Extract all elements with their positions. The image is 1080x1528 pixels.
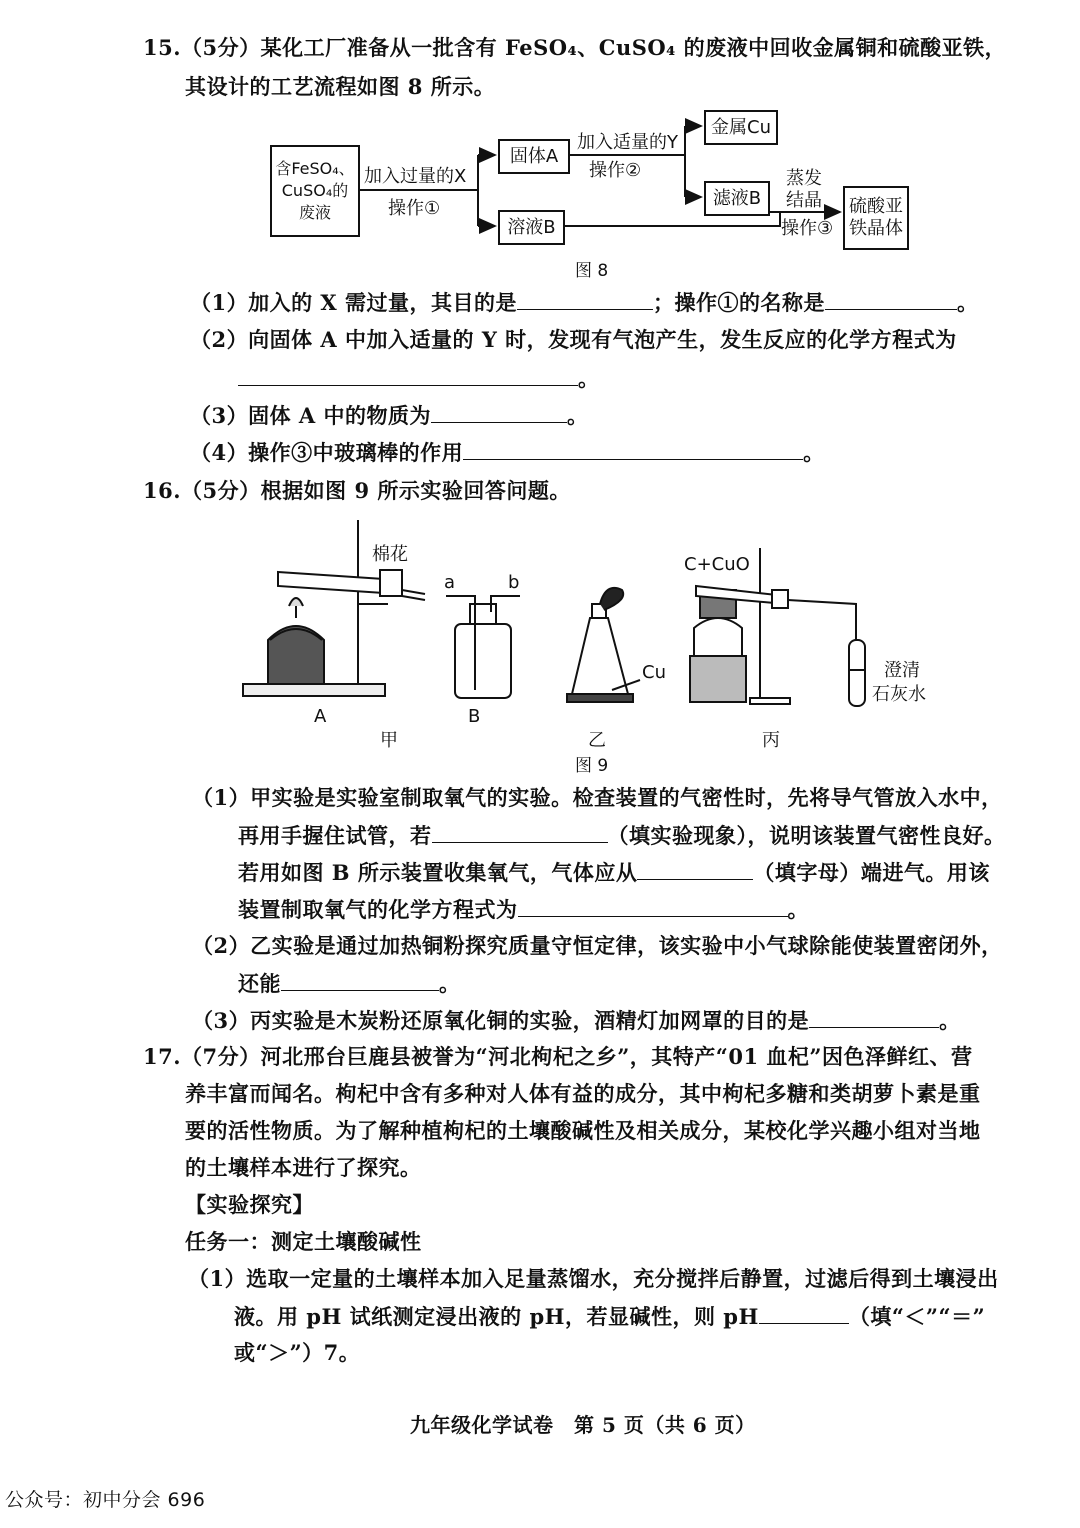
label-evap1: 蒸发 [786,168,822,189]
answer-blank-oxygen-equation[interactable] [518,894,788,917]
q16-p3-text: （3）丙实验是木炭粉还原氧化铜的实验，酒精灯加网罩的目的是 [192,1008,810,1033]
q17-task1: 任务一：测定土壤酸碱性 [185,1229,422,1254]
q15-stem-line1: 15.（5分）某化工厂准备从一批含有 FeSO₄、CuSO₄ 的废液中回收金属铜和硫酸亚铁， [143,35,1007,60]
answer-blank-inlet-port[interactable] [637,857,753,880]
solution-b-box: 溶液B [498,210,565,245]
q16-part1-line4 [238,894,809,925]
label-op2: 操作② [589,160,642,181]
q17-part1-line3: 或“＞”）7。 [234,1340,361,1365]
q17-part1-line2 [234,1301,985,1332]
q15-part2: （2）向固体 A 中加入适量的 Y 时，发现有气泡产生，发生反应的化学方程式为 [190,327,957,352]
q16-p1-l3-b: （填字母）端进气。用该 [753,860,990,885]
figure-9-caption: 图 9 [575,756,609,776]
q17-line1: 17.（7分）河北邢台巨鹿县被誉为“河北枸杞之乡”，其特产“01 血杞”因色泽鲜红、营 [143,1044,973,1069]
label-limewater-1: 澄清 [884,660,920,681]
q17-line4: 的土壤样本进行了探究。 [185,1155,422,1180]
label-cu: Cu [642,662,666,683]
q16-part3 [192,1005,961,1036]
q16-p2-l2-b: 。 [439,971,461,996]
label-cotton: 棉花 [372,544,408,565]
q17-line3: 要的活性物质。为了解种植枸杞的土壤酸碱性及相关成分，某校化学兴趣小组对当地 [185,1118,981,1143]
q16-part1-line1: （1）甲实验是实验室制取氧气的实验。检查装置的气密性时，先将导气管放入水中， [192,785,1003,810]
figure-8-caption: 图 8 [575,261,609,281]
label-apparatus-a: A [314,706,327,727]
q15-stem-line2: 其设计的工艺流程如图 8 所示。 [185,74,496,99]
q16-part2-line2 [238,968,461,999]
apparatus-drawing [0,0,1080,760]
q15-p3-end: 。 [567,403,589,428]
q16-p1-l2-b: （填实验现象），说明该装置气密性良好。 [607,823,1006,848]
q16-p3-end: 。 [939,1008,961,1033]
q16-p2-l2-a: 还能 [238,971,281,996]
waste-line3: 废液 [298,203,331,222]
q15-p3-text: （3）固体 A 中的物质为 [190,403,432,428]
q16-p1-l2-a: 再用手握住试管，若 [238,823,432,848]
metal-cu-box: 金属Cu [704,110,778,145]
label-port-b: b [508,572,520,593]
q16-p1-l4-a: 装置制取氧气的化学方程式为 [238,897,518,922]
page-footer: 九年级化学试卷 第 5 页（共 6 页） [410,1413,756,1437]
q15-p4-end: 。 [803,440,825,465]
label-add-x: 加入过量的X [364,166,467,187]
label-yi: 乙 [588,730,606,751]
q15-p1-text-b: ；操作①的名称是 [653,290,826,315]
answer-blank-airtight-phenomenon[interactable] [432,820,608,843]
answer-blank-ph-compare[interactable] [759,1301,849,1324]
label-limewater-2: 石灰水 [872,684,926,705]
q16-p1-l3-a: 若用如图 B 所示装置收集氧气，气体应从 [238,860,638,885]
waste-line1: 含FeSO₄、 [275,159,355,178]
q17-part1-line1: （1）选取一定量的土壤样本加入足量蒸馏水，充分搅拌后静置，过滤后得到土壤浸出 [188,1266,999,1291]
q15-p1-text-c: 。 [957,290,979,315]
label-add-y: 加入适量的Y [577,132,678,153]
q15-p4-text: （4）操作③中玻璃棒的作用 [190,440,464,465]
q16-part1-line2 [238,820,1006,851]
label-op1: 操作① [388,198,441,219]
crystal-line1: 硫酸亚 [849,196,903,217]
answer-blank-balloon-purpose[interactable] [281,968,439,991]
q15-p1-text-a: （1）加入的 X 需过量，其目的是 [190,290,518,315]
q17-line2: 养丰富而闻名。枸杞中含有多种对人体有益的成分，其中枸杞多糖和类胡萝卜素是重 [185,1081,981,1106]
q16-stem: 16.（5分）根据如图 9 所示实验回答问题。 [143,478,571,503]
label-c-cuo: C+CuO [684,554,750,575]
label-evap2: 结晶 [786,190,822,211]
q17-p1-l2-a: 液。用 pH 试纸测定浸出液的 pH，若显碱性，则 pH [234,1304,759,1329]
label-port-a: a [444,572,456,593]
label-apparatus-b: B [468,706,481,727]
label-op3: 操作③ [781,218,834,239]
q15-p2-end: 。 [578,366,600,391]
q17-p1-l2-b: （填“＜”“＝” [848,1304,986,1329]
q17-section-heading: 【实验探究】 [185,1192,314,1217]
answer-blank-gauze-purpose[interactable] [809,1005,939,1028]
filtrate-b-box: 滤液B [704,181,770,216]
q16-part2-line1: （2）乙实验是通过加热铜粉探究质量守恒定律，该实验中小气球除能使装置密闭外， [192,933,1003,958]
label-bing: 丙 [762,730,780,751]
q16-p1-l4-b: 。 [787,897,809,922]
watermark-text: 公众号：初中分会 696 [5,1489,206,1511]
solid-a-box: 固体A [498,139,570,174]
label-jia: 甲 [380,730,398,751]
crystal-line2: 铁晶体 [849,218,903,239]
q16-part1-line3 [238,857,990,888]
waste-line2: CuSO₄的 [281,181,349,200]
